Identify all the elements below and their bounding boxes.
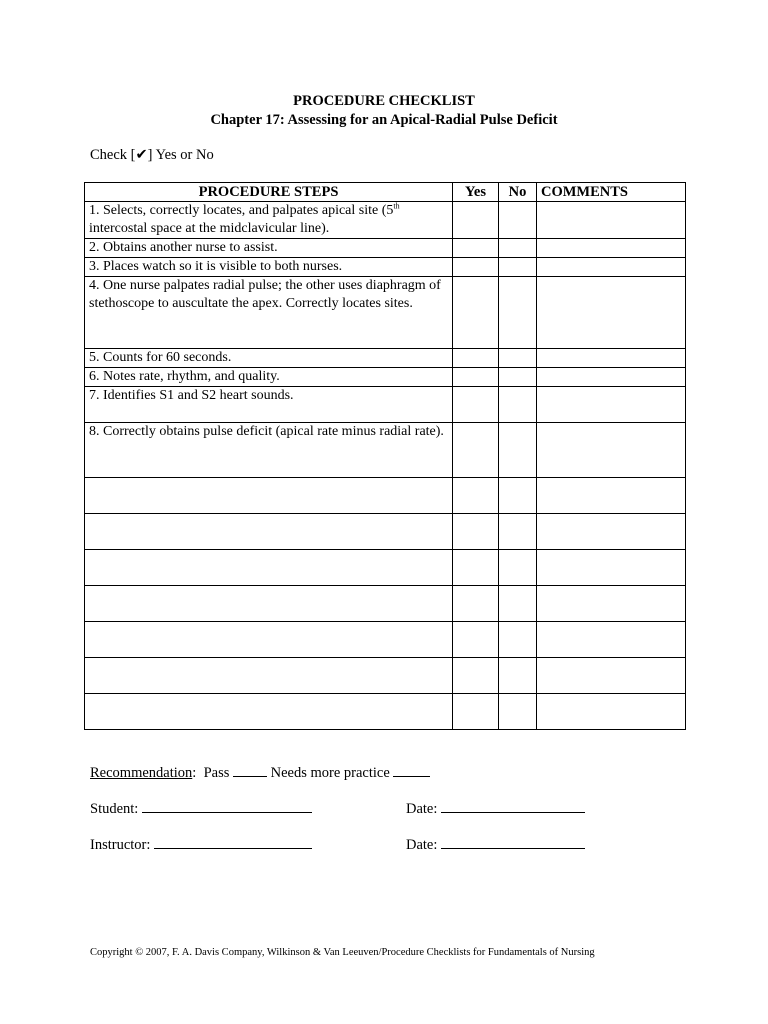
recommendation-row xyxy=(90,764,430,782)
empty-step-cell[interactable] xyxy=(85,694,453,730)
step-1-post: intercostal space at the midclavicular line). xyxy=(89,221,330,236)
yes-checkbox-cell[interactable] xyxy=(453,658,499,694)
comments-cell[interactable] xyxy=(537,694,686,730)
step-5-text: 5. Counts for 60 seconds. xyxy=(85,349,453,368)
recommendation-colon: : xyxy=(192,765,197,781)
step-3-text: 3. Places watch so it is visible to both nurses. xyxy=(85,258,453,277)
empty-step-cell[interactable] xyxy=(85,586,453,622)
comments-cell[interactable] xyxy=(537,258,686,277)
pass-blank-line[interactable] xyxy=(233,764,267,777)
table-row-empty xyxy=(85,550,686,586)
empty-step-cell[interactable] xyxy=(85,550,453,586)
instructor-date-label: Date: xyxy=(406,837,438,853)
table-row-empty xyxy=(85,586,686,622)
procedure-checklist-table xyxy=(84,182,686,730)
copyright-footer: Copyright © 2007, F. A. Davis Company, Wilkinson & Van Leeuven/Procedure Checklists for Fundamentals of Nursing xyxy=(90,947,595,958)
comments-cell[interactable] xyxy=(537,387,686,423)
needs-practice-label: Needs more practice xyxy=(270,765,390,781)
comments-cell[interactable] xyxy=(537,239,686,258)
table-row-empty xyxy=(85,694,686,730)
check-mark-icon: ✔ xyxy=(135,147,148,163)
instruction-text xyxy=(90,147,214,164)
empty-step-cell[interactable] xyxy=(85,478,453,514)
instructor-signature-line[interactable] xyxy=(154,836,312,849)
student-label: Student: xyxy=(90,801,139,817)
step-1-sup: th xyxy=(393,201,400,211)
no-checkbox-cell[interactable] xyxy=(499,368,537,387)
yes-checkbox-cell[interactable] xyxy=(453,239,499,258)
comments-cell[interactable] xyxy=(537,622,686,658)
no-checkbox-cell[interactable] xyxy=(499,514,537,550)
step-2-text: 2. Obtains another nurse to assist. xyxy=(85,239,453,258)
comments-cell[interactable] xyxy=(537,586,686,622)
comments-cell[interactable] xyxy=(537,550,686,586)
step-6-text: 6. Notes rate, rhythm, and quality. xyxy=(85,368,453,387)
no-checkbox-cell[interactable] xyxy=(499,478,537,514)
table-row xyxy=(85,258,686,277)
yes-checkbox-cell[interactable] xyxy=(453,478,499,514)
yes-checkbox-cell[interactable] xyxy=(453,586,499,622)
comments-cell[interactable] xyxy=(537,478,686,514)
no-checkbox-cell[interactable] xyxy=(499,277,537,349)
table-row-empty xyxy=(85,514,686,550)
step-1-pre: 1. Selects, correctly locates, and palpates apical site (5 xyxy=(89,203,394,218)
no-checkbox-cell[interactable] xyxy=(499,658,537,694)
instructor-row xyxy=(90,836,312,854)
comments-cell[interactable] xyxy=(537,202,686,239)
table-row xyxy=(85,349,686,368)
step-7-text: 7. Identifies S1 and S2 heart sounds. xyxy=(85,387,453,423)
recommendation-label: Recommendation xyxy=(90,765,193,781)
table-row xyxy=(85,423,686,478)
student-row xyxy=(90,800,312,818)
no-checkbox-cell[interactable] xyxy=(499,387,537,423)
empty-step-cell[interactable] xyxy=(85,658,453,694)
no-checkbox-cell[interactable] xyxy=(499,586,537,622)
table-row xyxy=(85,277,686,349)
no-checkbox-cell[interactable] xyxy=(499,423,537,478)
yes-checkbox-cell[interactable] xyxy=(453,277,499,349)
table-row-empty xyxy=(85,478,686,514)
table-row xyxy=(85,239,686,258)
empty-step-cell[interactable] xyxy=(85,514,453,550)
yes-checkbox-cell[interactable] xyxy=(453,622,499,658)
yes-checkbox-cell[interactable] xyxy=(453,387,499,423)
instructor-date-line[interactable] xyxy=(441,836,585,849)
student-date-label: Date: xyxy=(406,801,438,817)
table-row xyxy=(85,387,686,423)
student-date-line[interactable] xyxy=(441,800,585,813)
yes-checkbox-cell[interactable] xyxy=(453,550,499,586)
yes-checkbox-cell[interactable] xyxy=(453,202,499,239)
no-checkbox-cell[interactable] xyxy=(499,239,537,258)
header-yes: Yes xyxy=(453,183,499,202)
header-procedure-steps: PROCEDURE STEPS xyxy=(85,183,453,202)
student-date-row xyxy=(406,800,585,818)
page-subtitle: Chapter 17: Assessing for an Apical-Radial Pulse Deficit xyxy=(210,112,558,128)
yes-checkbox-cell[interactable] xyxy=(453,258,499,277)
step-1-text xyxy=(85,202,453,239)
comments-cell[interactable] xyxy=(537,658,686,694)
no-checkbox-cell[interactable] xyxy=(499,550,537,586)
instruction-suffix: ] Yes or No xyxy=(147,147,214,163)
no-checkbox-cell[interactable] xyxy=(499,622,537,658)
no-checkbox-cell[interactable] xyxy=(499,258,537,277)
no-checkbox-cell[interactable] xyxy=(499,202,537,239)
instructor-date-row xyxy=(406,836,585,854)
instructor-label: Instructor: xyxy=(90,837,151,853)
no-checkbox-cell[interactable] xyxy=(499,349,537,368)
table-row-empty xyxy=(85,622,686,658)
header-comments: COMMENTS xyxy=(537,183,686,202)
page-title: PROCEDURE CHECKLIST xyxy=(293,93,475,109)
empty-step-cell[interactable] xyxy=(85,622,453,658)
step-4-text: 4. One nurse palpates radial pulse; the other uses diaphragm of stethoscope to auscultate the apex. Correctly locates sites. xyxy=(85,277,453,349)
table-row xyxy=(85,202,686,239)
comments-cell[interactable] xyxy=(537,514,686,550)
yes-checkbox-cell[interactable] xyxy=(453,368,499,387)
yes-checkbox-cell[interactable] xyxy=(453,349,499,368)
table-header-row xyxy=(85,183,686,202)
no-checkbox-cell[interactable] xyxy=(499,694,537,730)
comments-cell[interactable] xyxy=(537,423,686,478)
needs-practice-blank-line[interactable] xyxy=(393,764,430,777)
header-no: No xyxy=(499,183,537,202)
table-row xyxy=(85,368,686,387)
pass-label: Pass xyxy=(203,765,230,781)
comments-cell[interactable] xyxy=(537,349,686,368)
student-signature-line[interactable] xyxy=(142,800,312,813)
yes-checkbox-cell[interactable] xyxy=(453,423,499,478)
table-row-empty xyxy=(85,658,686,694)
instruction-prefix: Check [ xyxy=(90,147,136,163)
comments-cell[interactable] xyxy=(537,368,686,387)
yes-checkbox-cell[interactable] xyxy=(453,514,499,550)
yes-checkbox-cell[interactable] xyxy=(453,694,499,730)
comments-cell[interactable] xyxy=(537,277,686,349)
step-8-text: 8. Correctly obtains pulse deficit (apical rate minus radial rate). xyxy=(85,423,453,478)
